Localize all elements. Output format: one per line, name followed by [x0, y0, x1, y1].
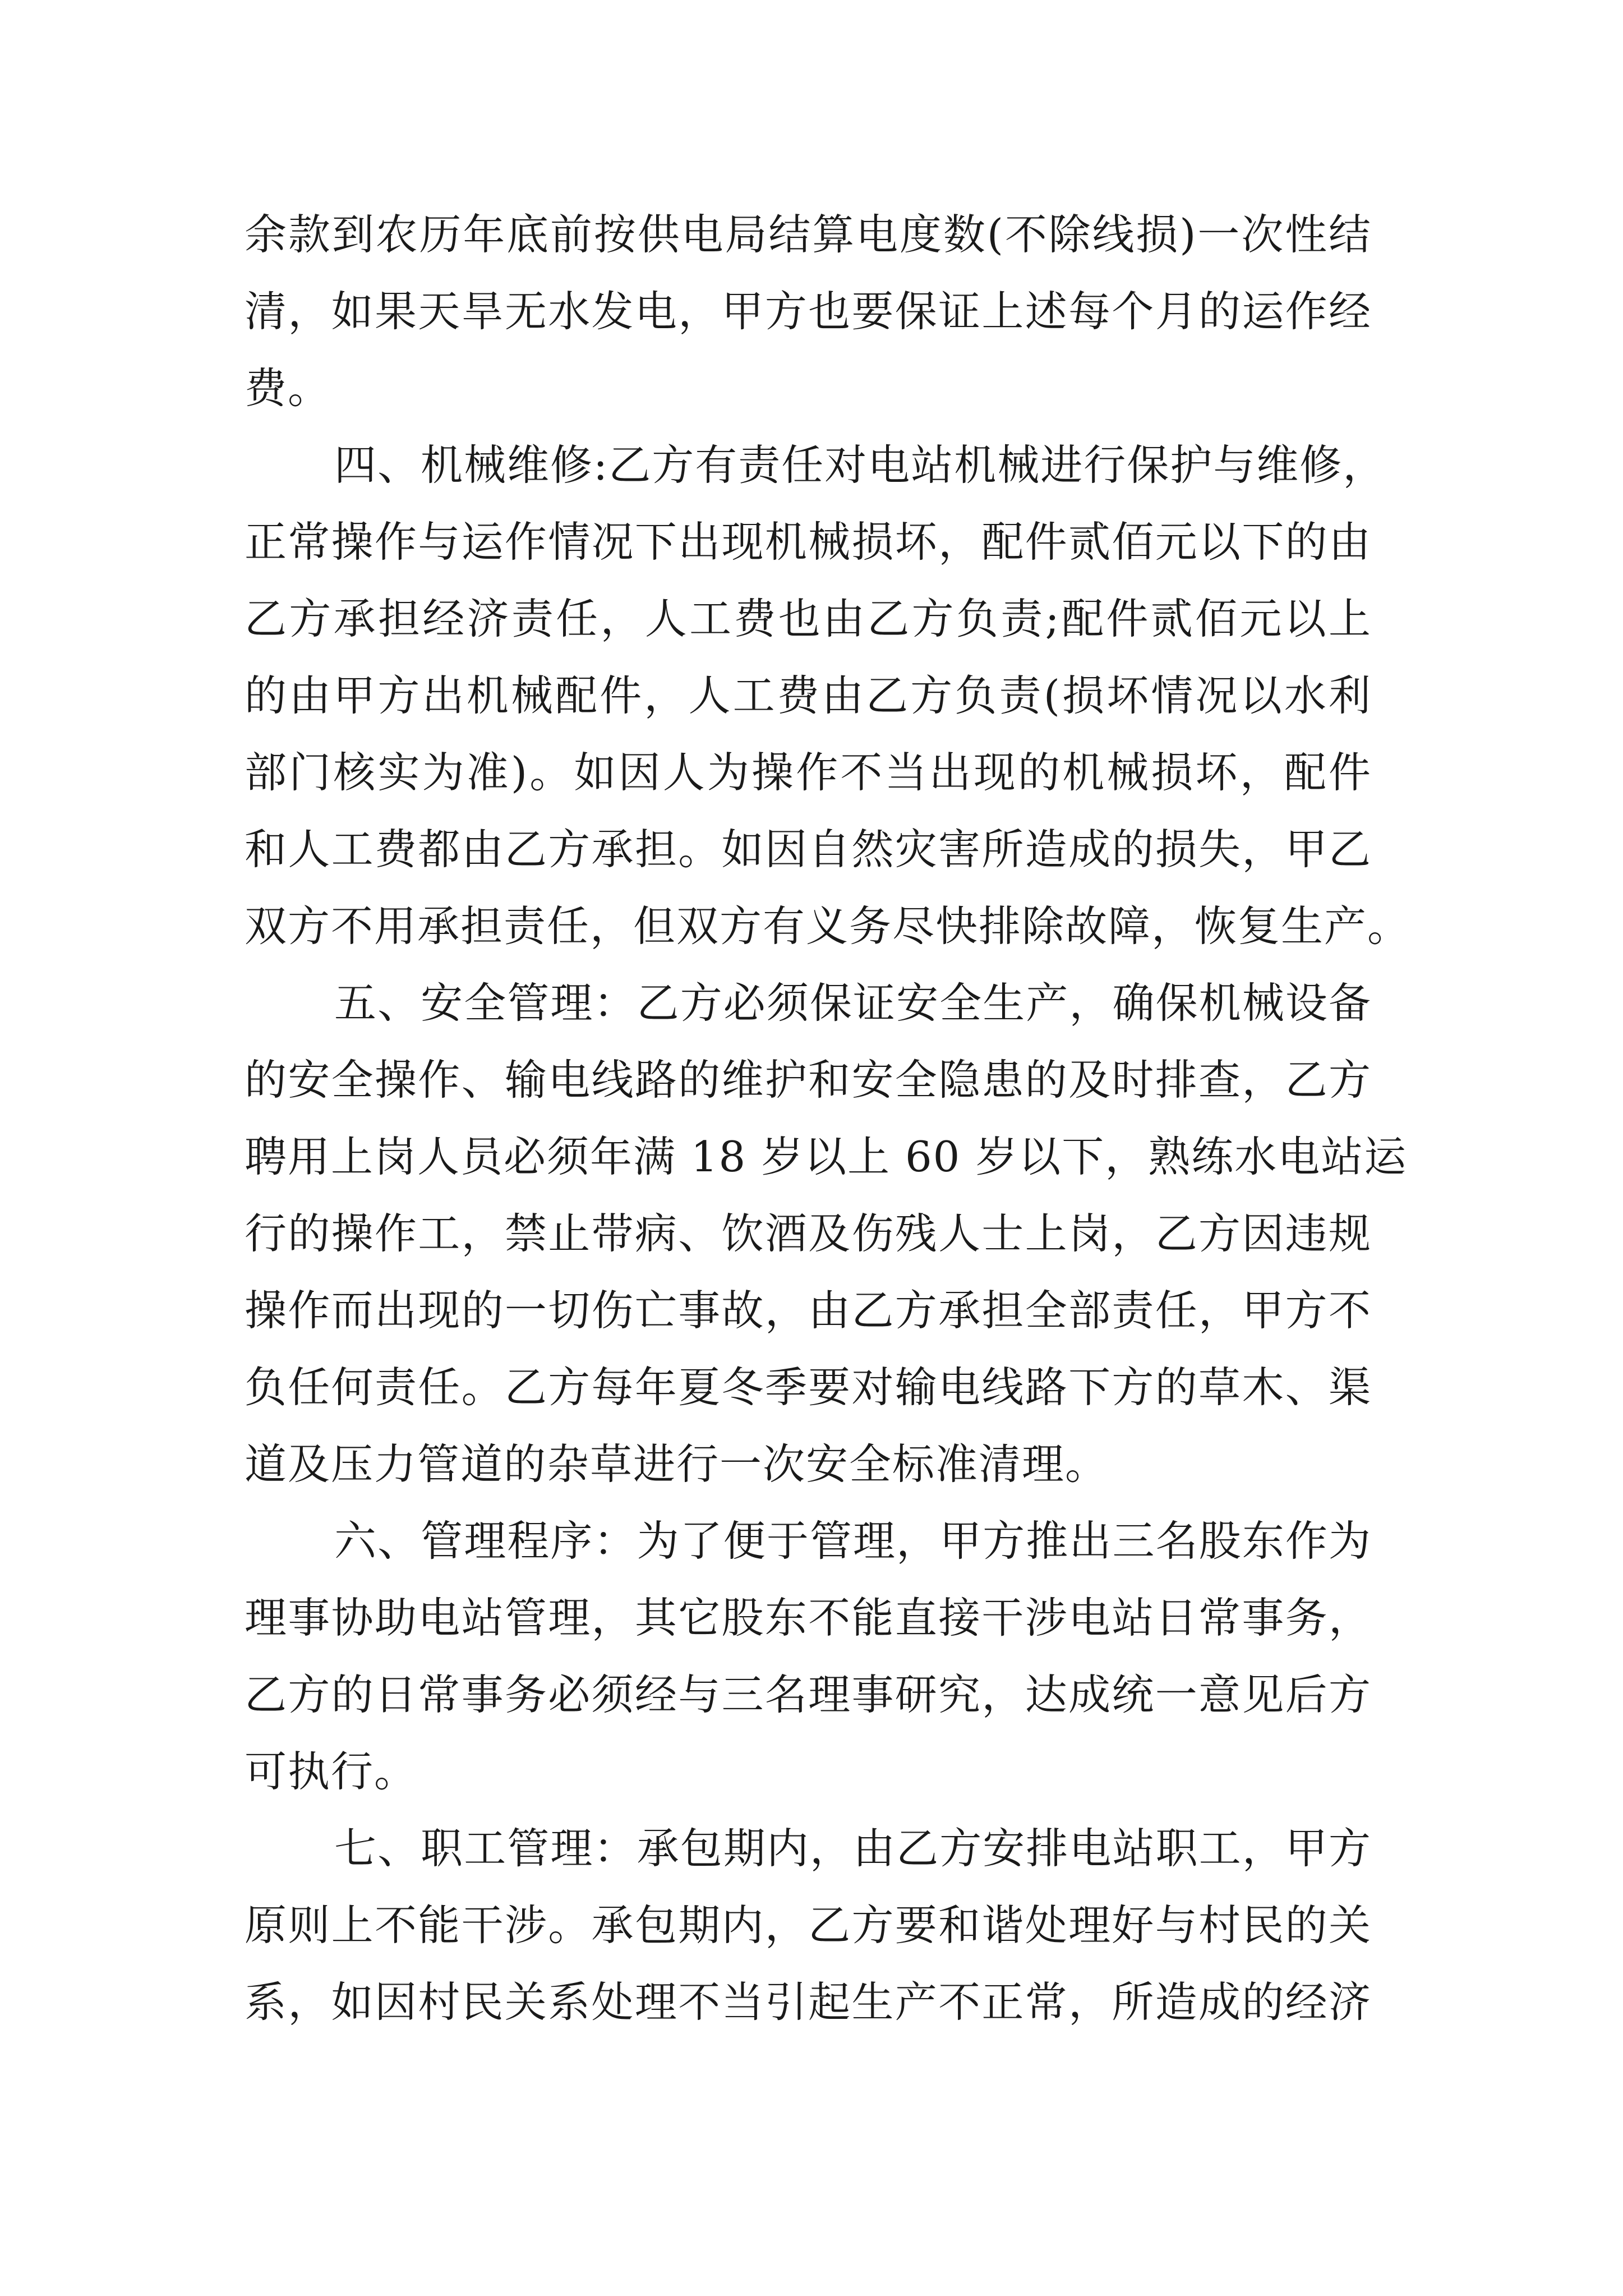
text-line: 清，如果天旱无水发电，甲方也要保证上述每个月的运作经: [245, 287, 1372, 336]
text-line: 可执行。: [245, 1747, 418, 1796]
text-line: 负任何责任。乙方每年夏冬季要对输电线路下方的草木、渠: [245, 1363, 1372, 1412]
section-heading-line: 七、职工管理：承包期内，由乙方安排电站职工，甲方: [334, 1824, 1372, 1873]
text-line: 操作而出现的一切伤亡事故，由乙方承担全部责任，甲方不: [245, 1286, 1372, 1335]
text-line: 道及压力管道的杂草进行一次安全标准清理。: [245, 1439, 1109, 1489]
document-body: [245, 196, 1411, 2041]
text-line: 行的操作工，禁止带病、饮酒及伤残人士上岗，乙方因违规: [245, 1209, 1372, 1258]
section-heading-line: 五、安全管理：乙方必须保证安全生产，确保机械设备: [334, 978, 1372, 1028]
text-line: 双方不用承担责任，但双方有义务尽快排除故障，恢复生产。: [245, 901, 1411, 951]
section-heading-line: 四、机械维修:乙方有责任对电站机械进行保护与维修，: [334, 440, 1386, 490]
text-line: 系，如因村民关系处理不当引起生产不正常，所造成的经济: [245, 1977, 1372, 2027]
text-line: 费。: [245, 364, 331, 413]
text-line: 和人工费都由乙方承担。如因自然灾害所造成的损失，甲乙: [245, 825, 1372, 874]
text-line: 乙方承担经济责任，人工费也由乙方负责;配件贰佰元以上: [245, 594, 1372, 643]
text-line: 正常操作与运作情况下出现机械损坏，配件贰佰元以下的由: [245, 517, 1372, 567]
text-line: 余款到农历年底前按供电局结算电度数(不除线损)一次性结: [245, 210, 1372, 259]
text-line: 的由甲方出机械配件，人工费由乙方负责(损坏情况以水利: [245, 671, 1372, 720]
text-line: 聘用上岗人员必须年满 18 岁以上 60 岁以下，熟练水电站运: [245, 1132, 1408, 1181]
text-line: 的安全操作、输电线路的维护和安全隐患的及时排查，乙方: [245, 1055, 1372, 1105]
text-line: 理事协助电站管理，其它股东不能直接干涉电站日常事务，: [245, 1593, 1372, 1642]
text-line: 原则上不能干涉。承包期内，乙方要和谐处理好与村民的关: [245, 1901, 1372, 1950]
text-line: 部门核实为准)。如因人为操作不当出现的机械损坏，配件: [245, 748, 1372, 797]
section-heading-line: 六、管理程序：为了便于管理，甲方推出三名股东作为: [334, 1516, 1372, 1566]
text-line: 乙方的日常事务必须经与三名理事研究，达成统一意见后方: [245, 1670, 1372, 1719]
